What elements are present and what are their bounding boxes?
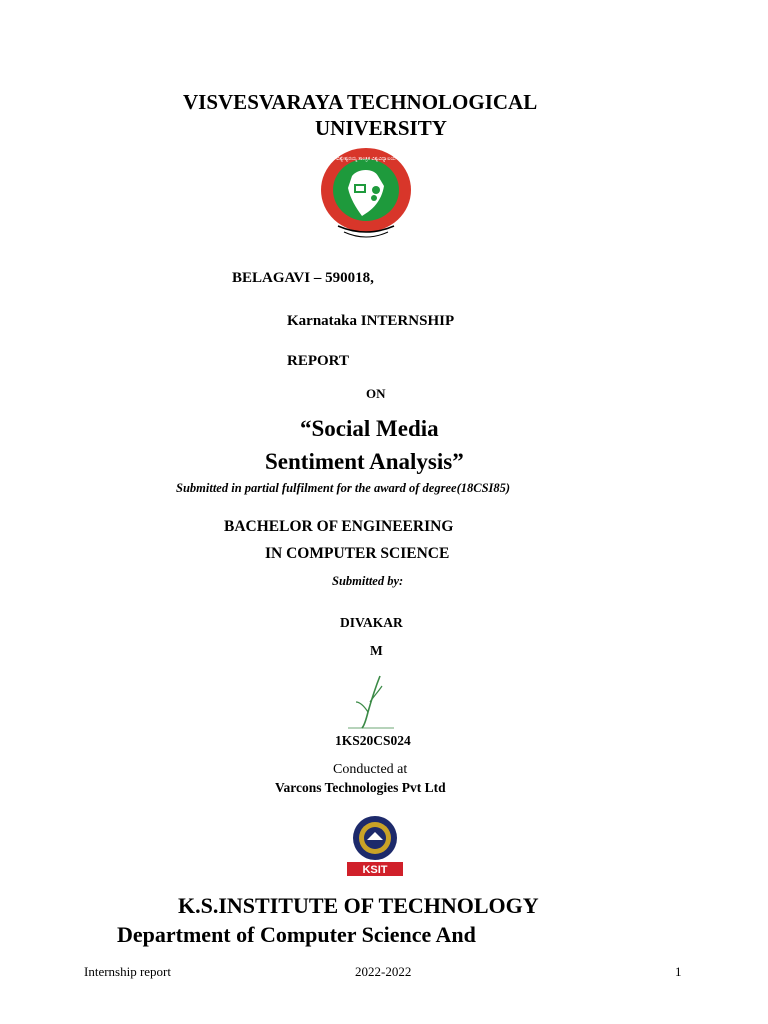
on-label: ON	[366, 386, 386, 401]
degree-line2: IN COMPUTER SCIENCE	[265, 545, 450, 562]
address-state-line: Karnataka INTERNSHIP	[287, 313, 455, 329]
footer-left: Internship report	[84, 964, 172, 979]
conducted-at-label: Conducted at	[333, 762, 408, 777]
address-city: BELAGAVI – 590018,	[232, 270, 374, 286]
degree-line1: BACHELOR OF ENGINEERING	[224, 518, 454, 535]
department-name: Department of Computer Science And	[117, 922, 476, 947]
vtu-emblem-icon	[318, 146, 414, 246]
company-name: Varcons Technologies Pvt Ltd	[275, 780, 446, 795]
vtu-ring-text: ವಿಶ್ವೇಶ್ವರಯ್ಯ ತಾಂತ್ರಿಕ ವಿಶ್ವವಿದ್ಯಾಲಯ	[336, 157, 396, 162]
student-usn: 1KS20CS024	[335, 733, 411, 748]
report-label: REPORT	[287, 353, 349, 369]
footer-page-number: 1	[675, 964, 682, 979]
ksit-emblem-icon	[345, 814, 405, 878]
report-title-line1: “Social Media	[300, 416, 439, 441]
submission-note: Submitted in partial fulfilment for the award of degree(18CSI85)	[176, 481, 511, 495]
student-name-line2: M	[370, 643, 383, 658]
student-name-line1: DIVAKAR	[340, 615, 403, 630]
submitted-by-label: Submitted by:	[332, 574, 404, 588]
institute-name: K.S.INSTITUTE OF TECHNOLOGY	[178, 893, 539, 918]
university-name-line2: UNIVERSITY	[315, 116, 447, 140]
university-name-line1: VISVESVARAYA TECHNOLOGICAL	[183, 90, 538, 114]
footer-center: 2022-2022	[355, 964, 412, 979]
ksit-banner-text: KSIT	[362, 864, 388, 876]
report-title-line2: Sentiment Analysis”	[265, 449, 464, 474]
signature-icon	[346, 672, 396, 730]
